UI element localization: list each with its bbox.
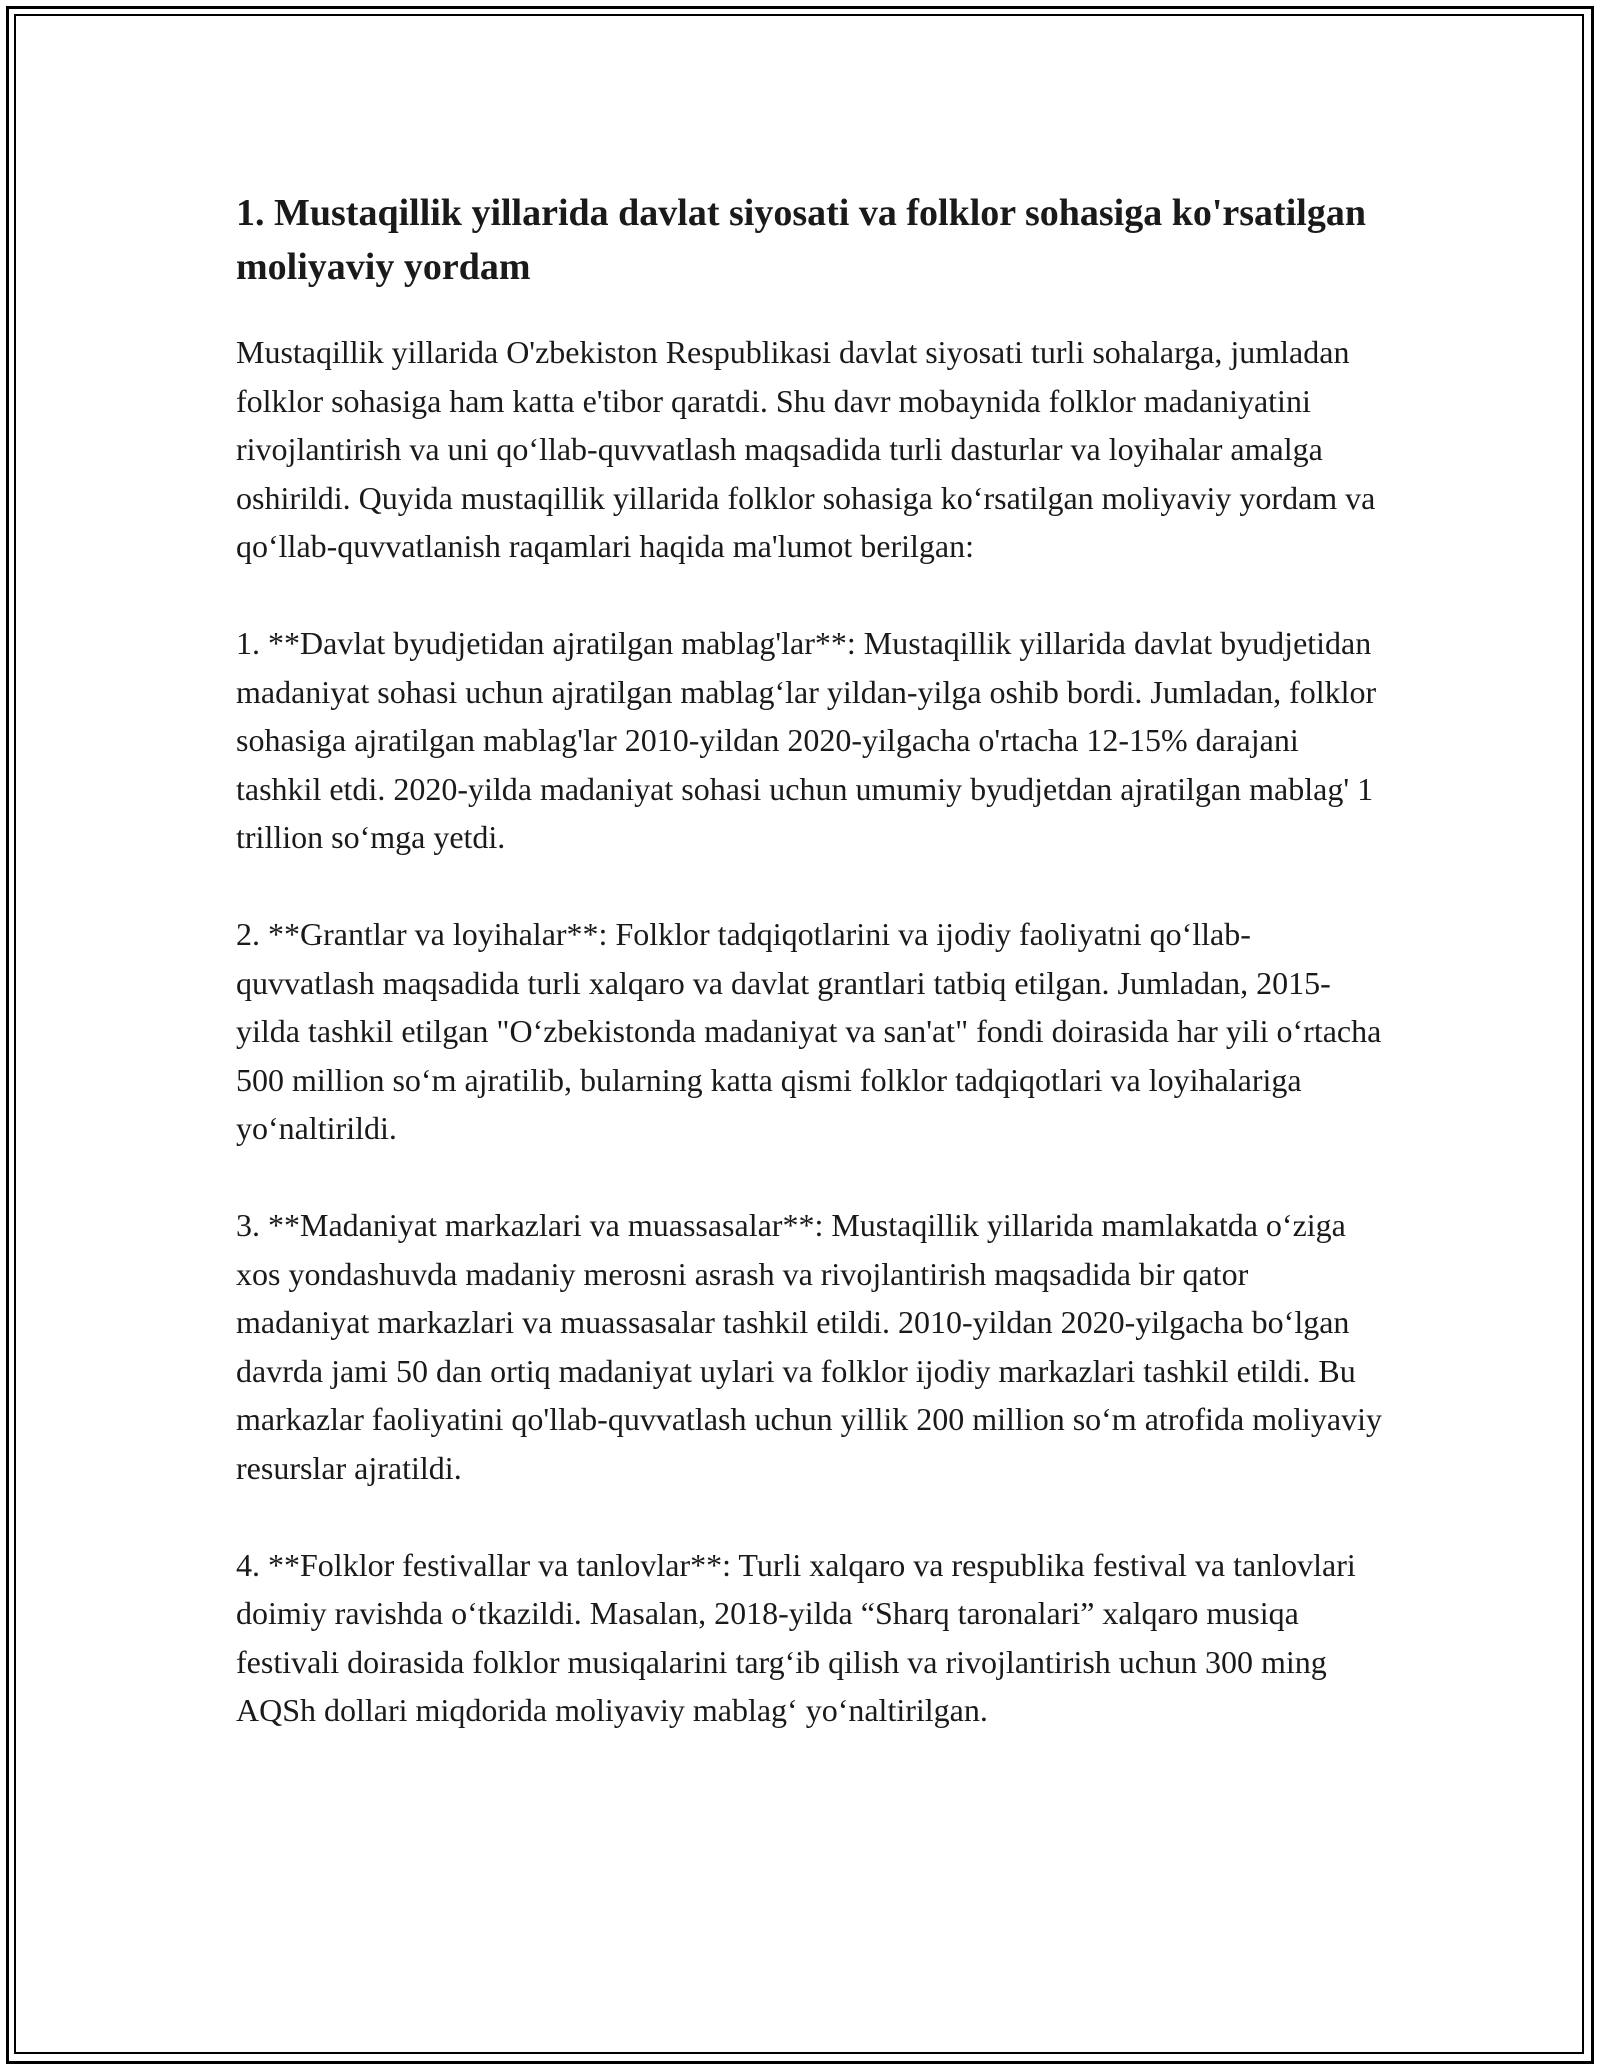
list-item-2: 2. **Grantlar va loyihalar**: Folklor tadqiqotlarini va ijodiy faoliyatni qo‘llab-quvvatlash maqsadida turli xalqaro va davlat grantlari tatbiq etilgan. Jumladan, 2015-yilda tashkil etilgan "O‘zbekistonda madaniyat va san'at" fondi doirasida har yili o‘rtacha 500 million so‘m ajratilib, bularning katta qismi folklor tadqiqotlari va loyihalariga yo‘naltirildi. <box>236 916 1382 1146</box>
document-title: 1. Mustaqillik yillarida davlat siyosati va folklor sohasiga ko'rsatilgan moliyaviy yordam <box>236 192 1366 288</box>
list-item-4: 4. **Folklor festivallar va tanlovlar**: Turli xalqaro va respublika festival va tanlovlari doimiy ravishda o‘tkazildi. Masalan, 2018-yilda “Sharq taronalari” xalqaro musiqa festivali doirasida folklor musiqalarini targ‘ib qilish va rivojlantirish uchun 300 ming AQSh dollari miqdorida moliyaviy mablag‘ yo‘naltirilgan. <box>236 1546 1356 1728</box>
document-body <box>236 186 1386 1735</box>
intro-paragraph: Mustaqillik yillarida O'zbekiston Respublikasi davlat siyosati turli sohalarga, jumladan folklor sohasiga ham katta e'tibor qaratdi. Shu davr mobaynida folklor madaniyatini rivojlantirish va uni qo‘llab-quvvatlash maqsadida turli dasturlar va loyihalar amalga oshirildi. Quyida mustaqillik yillarida folklor sohasiga ko‘rsatilgan moliyaviy yordam va qo‘llab-quvvatlanish raqamlari haqida ma'lumot berilgan: <box>236 334 1376 564</box>
list-item-3: 3. **Madaniyat markazlari va muassasalar**: Mustaqillik yillarida mamlakatda o‘ziga xos yondashuvda madaniy merosni asrash va rivojlantirish maqsadida bir qator madaniyat markazlari va muassasalar tashkil etildi. 2010-yildan 2020-yilgacha bo‘lgan davrda jami 50 dan ortiq madaniyat uylari va folklor ijodiy markazlari tashkil etildi. Bu markazlar faoliyatini qo'llab-quvvatlash uchun yillik 200 million so‘m atrofida moliyaviy resurslar ajratildi. <box>236 1207 1382 1486</box>
list-item-1: 1. **Davlat byudjetidan ajratilgan mablag'lar**: Mustaqillik yillarida davlat byudjetidan madaniyat sohasi uchun ajratilgan mablag‘lar yildan-yilga oshib bordi. Jumladan, folklor sohasiga ajratilgan mablag'lar 2010-yildan 2020-yilgacha o'rtacha 12-15% darajani tashkil etdi. 2020-yilda madaniyat sohasi uchun umumiy byudjetdan ajratilgan mablag' 1 trillion so‘mga yetdi. <box>236 625 1377 855</box>
